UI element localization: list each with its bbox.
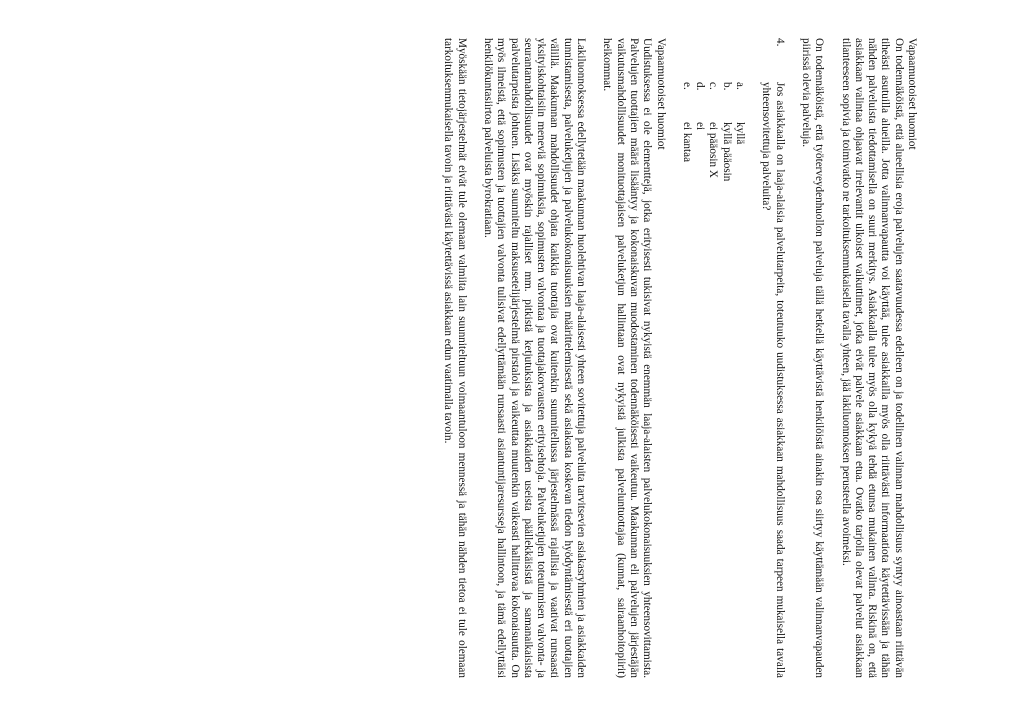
option-label: ei pääosin X xyxy=(707,122,720,178)
answer-options xyxy=(680,82,746,678)
section1-paragraph-2: On todennäköistä, että työterveydenhuollon palveluja tällä hetkellä käyttävistä henkilöistä ainakin osa siirtyy käyttämään valinnanvapauden piirissä olevia palveluja. xyxy=(799,38,826,678)
option-letter: b. xyxy=(720,82,733,91)
section2-paragraph-2: Lakiluonnoksessa edellytetään maakunnan huolehtivan laaja-alaisesti yhteen sovitettuja palveluita tarvitsevien asiakasryhmien ja asiakkaiden tunnistamisesta, palveluketjujen ja palvelukokonaisuuksien määrittelemisestä sekä asiakasta koskevan tiedon hyödyntämisestä eri tuottajien välillä. Maakunnan mahdollisuudet ohjata kaikkia tuottajia ovat kuitenkin suunnitellussa järjestelmässä rajallisia ja vaativat runsaasti yksityiskohtaisiin meneviä sopimuksia, sopimusten valvontaa ja tuottajakorvausten erityisehtoja. Palveluketjujen toteutumisen valvonta- ja seurantamahdollisuudet ovat myöskin rajalliset mm. pitkistä ketjutuksista ja asiakkaiden useista päällekkäisistä ja samanaikaisista palvelutarpeista johtuen. Lisäksi suunniteltu maksusetelijärjestelmä pirstaloi ja vaikeuttaa muutenkin vaikeasti hallittavaa kokonaisuutta. On myös ilmeistä, että sopimusten ja tuottajien valvonta tulisivat edellyttämään runsaasti asiantuntijaresursseja hallintoon, ja tämä edellyttäisi henkilökuntasiirtoa palveluista byrokratiaan. xyxy=(481,38,588,678)
option-b xyxy=(719,82,732,678)
option-letter: e. xyxy=(680,82,693,90)
text-column xyxy=(441,38,918,678)
option-a xyxy=(733,82,746,678)
option-label: kyllä pääosin xyxy=(720,122,733,182)
section2-paragraph-1: Uudistuksessa ei ole elementtejä, jotka erityisesti tukisivat nykyistä enemmän laaja-alaisten palvelukokonaisuuksien yhteensovittamista. Palvelujen tuottajien määrä lisääntyy ja kokonaiskuvan muodostaminen todennäköisesti vaikeutuu. Maakunnan eli palvelujen järjestäjän vaikutusmahdollisuudet monituottajaisen palveluketjun hallintaan ovat nykyistä julkista palveluntuottajaa (kunnat, sairaanhoitopiirit) heikommat. xyxy=(601,38,654,678)
question-4 xyxy=(759,38,786,678)
option-letter: a. xyxy=(734,82,747,90)
option-label: ei kantaa xyxy=(680,122,693,163)
rotated-document-body xyxy=(0,38,918,678)
section2-paragraph-3: Myöskään tietojärjestelmät eivät tule olemaan valmiita lain suunniteltuun voimaantuloon mennessä ja tähän nähden tietoa ei tule olemaan tarkoituksenmukaisella tavoin ja riittävästi käytettävissä asiakkaan edun vaatimalla tavoin. xyxy=(442,38,468,678)
option-label: kyllä xyxy=(734,122,747,145)
option-d xyxy=(693,82,706,678)
option-e xyxy=(680,82,693,678)
section1-paragraph-1: On todennäköistä, että alueellisia eroja palvelujen saatavuudessa edelleen on ja todellinen valinnan mahdollisuus syntyy ainoastaan riittävän tiheästi asutuilla alueilla. Jotta valinnanvapautta voi käyttää, tulee asiakkailla myös olla riittävästi informaatiota käytettävissään ja tähän nähden palveluista tiedottamisella on suuri merkitys. Asiakkaalla tulee myös olla kykyä tehdä etunsa mukainen valinta. Riskinä on, että asiakkaan valintaa ohjaavat irrelevantit ulkoiset vaikuttimet, jotka eivät palvele asiakkaan etua. Ovatko tarjolla olevat palvelut asiakkaan tilanteeseen sopivia ja toimivatko ne tarkoituksenmukaisella tavalla yhteen, jää lakiluonnoksen perusteella avoimeksi. xyxy=(839,38,905,678)
section2-heading: Vapaamuotoiset huomiot xyxy=(654,38,667,150)
option-c xyxy=(706,82,719,678)
option-label: ei xyxy=(694,122,707,131)
section1-heading: Vapaamuotoiset huomiot xyxy=(906,38,918,150)
option-letter: c. xyxy=(707,82,720,90)
question-text: Jos asiakkaalla on laaja-alaisia palvelutarpeita, toteutuuko uudistuksessa asiakkaan mahdollisuus saada tarpeen mukaisella tavalla yhteensovitettuja palveluita? xyxy=(760,82,786,678)
question-number: 4. xyxy=(773,38,786,47)
option-letter: d. xyxy=(694,82,707,91)
